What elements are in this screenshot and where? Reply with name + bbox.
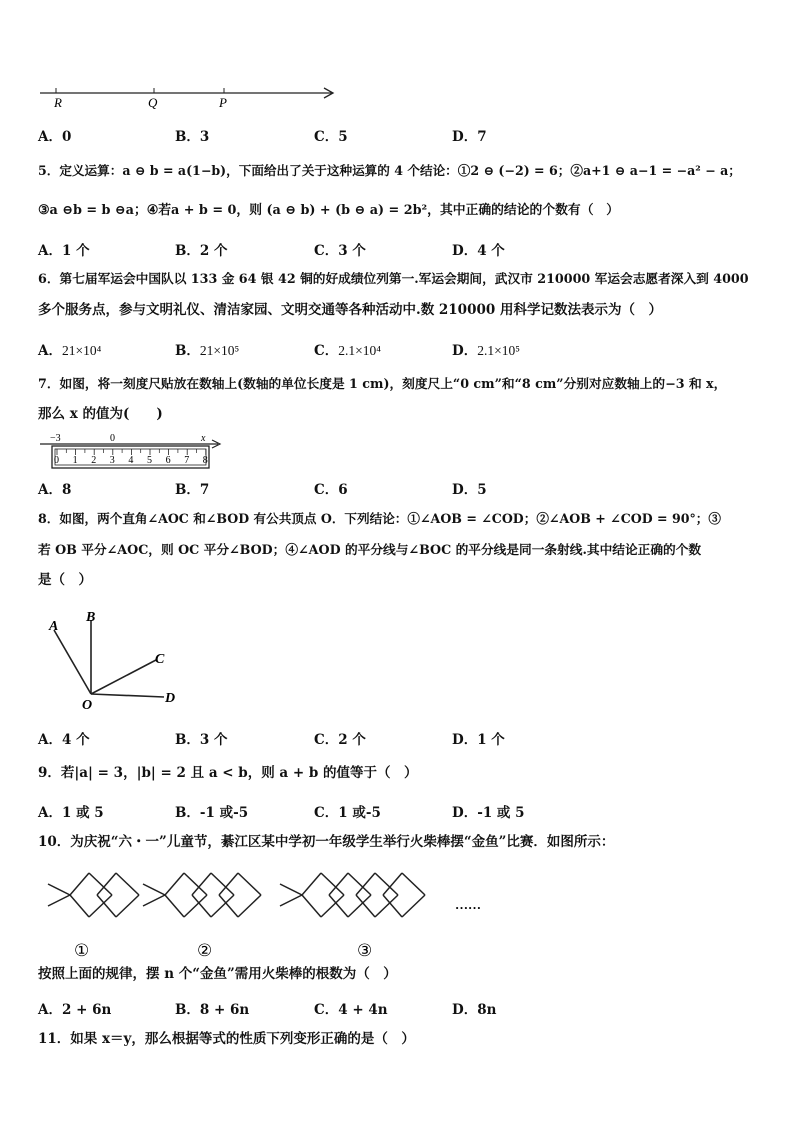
q10-option-a: A．2 + 6n bbox=[38, 1002, 112, 1018]
matchstick bbox=[280, 895, 302, 906]
q10-option-c: C．4 + 4n bbox=[314, 1002, 388, 1018]
q9-option-c: C．1 或-5 bbox=[314, 805, 381, 821]
ruler-tick-label: 3 bbox=[109, 455, 115, 466]
q8-option-c: C．2 个 bbox=[314, 732, 366, 748]
q10-question-line1: 10．为庆祝“六・一”儿童节，綦江区某中学初一年级学生举行火柴棒摆“金鱼”比赛．如图所示： bbox=[38, 834, 615, 850]
matchstick bbox=[402, 895, 425, 917]
matchstick bbox=[48, 895, 70, 906]
goldfish-ellipsis: …… bbox=[455, 897, 481, 912]
q5-option-d: D．4 个 bbox=[452, 243, 505, 259]
angle-label-b: B bbox=[86, 610, 96, 625]
matchstick bbox=[238, 873, 261, 895]
ruler-tick-label: 0 bbox=[54, 455, 59, 466]
q6-option-c: C．2.1×10⁴ bbox=[314, 343, 381, 359]
q6-option-a: A．21×10⁴ bbox=[38, 343, 102, 359]
goldfish-label-1: ① bbox=[74, 941, 90, 960]
q4-option-a: A．0 bbox=[38, 129, 72, 145]
point-p-label: P bbox=[219, 95, 227, 110]
goldfish-label-3: ③ bbox=[357, 941, 373, 960]
ruler-tick-label: 1 bbox=[72, 455, 78, 466]
matchstick bbox=[70, 895, 89, 917]
ruler-tick-label: 5 bbox=[147, 455, 152, 466]
q8-question-line3: 是（ ） bbox=[38, 572, 92, 588]
q7-option-c: C．6 bbox=[314, 482, 348, 498]
goldfish-pattern-1 bbox=[48, 873, 139, 917]
matchstick bbox=[165, 895, 184, 917]
angle-label-d: D bbox=[165, 691, 176, 706]
q4-option-c: C．5 bbox=[314, 129, 348, 145]
q7-option-a: A．8 bbox=[38, 482, 72, 498]
q8-option-a: A．4 个 bbox=[38, 732, 90, 748]
ruler-tick-label: 2 bbox=[91, 455, 97, 466]
matchstick bbox=[165, 873, 184, 895]
q7-question-line1: 7．如图，将一刻度尺贴放在数轴上(数轴的单位长度是 1 cm)，刻度尺上“0 cm”和“8 cm”分别对应数轴上的−3 和 x， bbox=[38, 376, 727, 391]
q9-option-d: D．-1 或 5 bbox=[452, 805, 525, 821]
q7-option-b: B．7 bbox=[175, 482, 210, 498]
matchstick bbox=[116, 873, 139, 895]
q4-option-d: D．7 bbox=[452, 129, 487, 145]
numberline-figure bbox=[38, 84, 338, 114]
q5-question-line2: ③a ⊖b = b ⊖a；④若a + b = 0，则 (a ⊖ b) + (b ⊖ a) = 2b²，其中正确的结论的个数有（ ） bbox=[38, 203, 620, 218]
q5-option-b: B．2 个 bbox=[175, 243, 228, 259]
q5-question-line1: 5．定义运算：a ⊖ b = a(1−b)，下面给出了关于这种运算的 4 个结论：①2 ⊖ (−2) = 6；②a+1 ⊖ a−1 = −a² − a； bbox=[38, 163, 741, 178]
goldfish-label-2: ② bbox=[197, 941, 213, 960]
axis-label-x: x bbox=[201, 433, 206, 444]
q11-question-line1: 11．如果 x＝y，那么根据等式的性质下列变形正确的是（ ） bbox=[38, 1031, 415, 1047]
q6-question-line2: 多个服务点，参与文明礼仪、清洁家园、文明交通等各种活动中.数 210000 用科学记数法表示为（ ） bbox=[38, 302, 662, 318]
goldfish-pattern-2 bbox=[143, 873, 261, 917]
goldfish-pattern-3 bbox=[280, 873, 425, 917]
q9-question-line1: 9．若|a| = 3，|b| = 2 且 a < b，则 a + b 的值等于（ ） bbox=[38, 765, 418, 781]
goldfish-figure bbox=[48, 865, 548, 965]
matchstick bbox=[238, 895, 261, 917]
q10-option-b: B．8 + 6n bbox=[175, 1002, 250, 1018]
matchstick bbox=[280, 884, 302, 895]
ruler-tick-label: 7 bbox=[184, 455, 190, 466]
ruler-tick-label: 6 bbox=[165, 455, 171, 466]
matchstick bbox=[402, 873, 425, 895]
point-r-label: R bbox=[54, 95, 62, 110]
angle-label-c: C bbox=[155, 652, 165, 667]
matchstick bbox=[116, 895, 139, 917]
q8-option-b: B．3 个 bbox=[175, 732, 228, 748]
point-q-label: Q bbox=[148, 95, 158, 110]
q7-question-line2: 那么 x 的值为( ) bbox=[38, 406, 163, 422]
q9-option-a: A．1 或 5 bbox=[38, 805, 104, 821]
q8-question-line2: 若 OB 平分∠AOC，则 OC 平分∠BOD；④∠AOD 的平分线与∠BOC 的平分线是同一条射线.其中结论正确的个数 bbox=[38, 542, 702, 557]
q10-option-d: D．8n bbox=[452, 1002, 497, 1018]
matchstick bbox=[48, 884, 70, 895]
angle-label-a: A bbox=[49, 619, 59, 634]
matchstick bbox=[70, 873, 89, 895]
angle-label-o: O bbox=[82, 698, 93, 713]
q9-option-b: B．-1 或-5 bbox=[175, 805, 249, 821]
ruler-tick-label: 8 bbox=[202, 455, 208, 466]
q5-option-a: A．1 个 bbox=[38, 243, 90, 259]
axis-label-0: 0 bbox=[110, 433, 115, 444]
q6-question-line1: 6．第七届军运会中国队以 133 金 64 银 42 铜的好成绩位列第一.军运会期间，武汉市 210000 军运会志愿者深入到 4000 bbox=[38, 271, 749, 286]
ruler-figure bbox=[38, 430, 228, 470]
ruler-ticks bbox=[54, 449, 208, 466]
q6-option-d: D．2.1×10⁵ bbox=[452, 343, 520, 359]
matchstick bbox=[143, 895, 165, 906]
angle-figure bbox=[44, 608, 194, 718]
matchstick bbox=[302, 895, 321, 917]
q8-option-d: D．1 个 bbox=[452, 732, 505, 748]
q8-question-line1: 8．如图，两个直角∠AOC 和∠BOD 有公共顶点 O．下列结论：①∠AOB = ∠COD；②∠AOB + ∠COD = 90°；③ bbox=[38, 511, 721, 526]
ruler-tick-label: 4 bbox=[128, 455, 134, 466]
matchstick bbox=[302, 873, 321, 895]
q4-option-b: B．3 bbox=[175, 129, 210, 145]
axis-label-neg3: −3 bbox=[50, 433, 61, 444]
q5-option-c: C．3 个 bbox=[314, 243, 366, 259]
q6-option-b: B．21×10⁵ bbox=[175, 343, 240, 359]
q7-option-d: D．5 bbox=[452, 482, 487, 498]
q10-question-line2: 按照上面的规律，摆 n 个“金鱼”需用火柴棒的根数为（ ） bbox=[38, 966, 397, 982]
matchstick bbox=[143, 884, 165, 895]
